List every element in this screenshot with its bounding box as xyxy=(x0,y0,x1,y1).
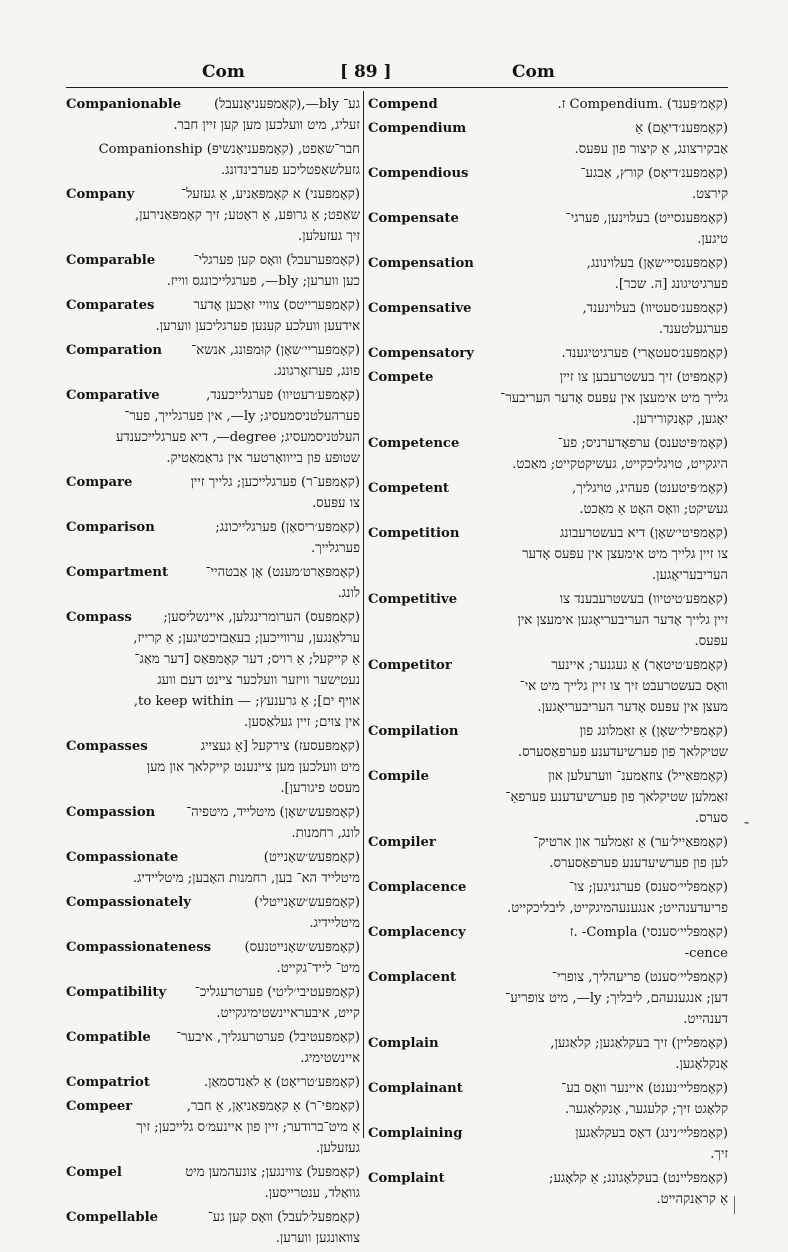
dictionary-entry xyxy=(66,295,360,337)
entry-headword: Compensative xyxy=(368,301,472,316)
entry-headword: Compile xyxy=(368,769,429,784)
entry-continuation-line: מיט וועלכען מען ציינענט קייקלאך און מען xyxy=(146,760,360,775)
entry-continuation-line: פערהעלטניסמעסיג; ly—, אין פערגלייך, פער־ xyxy=(124,409,360,424)
dictionary-entry xyxy=(66,1096,360,1159)
entry-continuation-line: פערגלייך. xyxy=(311,541,360,556)
entry-first-line xyxy=(66,184,360,205)
entry-first-line xyxy=(66,1162,360,1183)
dictionary-entry xyxy=(66,607,360,733)
entry-definition-start: (קאָמפּליי׳סענסי) Compla- .ז xyxy=(569,925,728,940)
entry-headword: Competence xyxy=(368,436,460,451)
dictionary-entry xyxy=(368,832,728,874)
entry-headword: Complaint xyxy=(368,1171,445,1186)
entry-continuation-line: עפּעס. xyxy=(694,634,728,649)
entry-continuation-line: זעליג, מיט וועלכען מען קען זיין חבר. xyxy=(173,118,360,133)
dictionary-entry xyxy=(368,208,728,250)
entry-continuation-line: טיגען. xyxy=(697,232,728,247)
right-column xyxy=(368,94,728,1213)
entry-definition-start: (קאָמפּילי׳שאָן) אַ זאַמלונג פון xyxy=(579,724,728,739)
margin-mark: - xyxy=(744,812,750,831)
entry-continuation-line: אַ קראַנקהייט. xyxy=(656,1192,728,1207)
dictionary-entry xyxy=(368,1033,728,1075)
entry-continuation-line: סערס. xyxy=(694,811,728,826)
entry-headword: Compatibility xyxy=(66,985,167,1000)
column-divider xyxy=(363,91,364,1138)
dictionary-entry xyxy=(66,1162,360,1204)
entry-continuation-line: נעטישער וויזער וועלכער ציינט דעם וועג xyxy=(157,673,360,688)
dictionary-entry xyxy=(66,94,360,136)
dictionary-entry xyxy=(368,478,728,520)
dictionary-entry xyxy=(368,1168,728,1210)
entry-definition-start: (קאָמפּע׳ריסאָן) פערגלייכונג; xyxy=(215,520,360,535)
entry-definition-start: (קאָמ׳פּיטענט) פעהיג, טויגליך, xyxy=(572,481,728,496)
entry-headword: Compassionateness xyxy=(66,940,212,955)
entry-headword: Compare xyxy=(66,475,133,490)
entry-definition-start: (קאָמפּעני) א קאָמפּאַניע, אַ געזעל־ xyxy=(181,187,360,202)
header-left-guideword: Com xyxy=(202,62,245,82)
dictionary-entry xyxy=(66,736,360,799)
dictionary-entry xyxy=(368,766,728,829)
entry-headword: Comparates xyxy=(66,298,155,313)
entry-definition-start: (קאָמפּעש׳שאָן) מיטלייד, מיטפיה־ xyxy=(186,805,360,820)
entry-headword: Compass xyxy=(66,610,132,625)
entry-continuation-line: מעסט פיגורען]. xyxy=(280,781,360,796)
entry-headword: Comparative xyxy=(66,388,160,403)
entry-first-line xyxy=(66,1096,360,1117)
entry-headword: Compassionately xyxy=(66,895,191,910)
entry-continuation-line: דען; אנגענעהם, ליבליך; ly—, מיט צופריע־ xyxy=(505,991,728,1006)
entry-definition-start: חבר־שאַפט, (קאָמפּעניאָנשיפּ) Companionship xyxy=(98,142,360,157)
dictionary-entry xyxy=(368,1123,728,1165)
entry-definition-start: (קאָמפּעש׳שאָנייטלי) xyxy=(254,895,360,910)
entry-first-line xyxy=(368,1123,728,1144)
entry-first-line xyxy=(368,298,728,319)
entry-continuation-line: אין צוים; זיין געלאַסען. xyxy=(243,715,360,730)
entry-definition-start: (קאָמפּענ׳דיאָם) אַ xyxy=(635,121,728,136)
entry-continuation-line: מיט־ לייד־גקייט. xyxy=(276,961,360,976)
entry-definition-start: (קאָמפּענ׳סעטיוו) בעלוינענד, xyxy=(582,301,728,316)
entry-headword: Compendium xyxy=(368,121,467,136)
dictionary-entry xyxy=(66,937,360,979)
entry-headword: Complacent xyxy=(368,970,457,985)
entry-first-line xyxy=(66,1072,360,1093)
entry-definition-start: (קאָמ׳פּיטענס) ערפאָדערניס; פע־ xyxy=(557,436,728,451)
dictionary-entry xyxy=(368,433,728,475)
dictionary-entry xyxy=(66,1027,360,1069)
entry-first-line xyxy=(66,250,360,271)
entry-continuation-line: אַ מיט־ברודער; זיין פון איינעמ׳ס גלייכען; זיך xyxy=(136,1120,360,1135)
entry-headword: Compel xyxy=(66,1165,122,1180)
header-right-guideword: Com xyxy=(512,62,555,82)
entry-continuation-line: גלייך מיט אימעצן אין עפּעס אָדער העריבער־ xyxy=(500,391,728,406)
entry-continuation-line: כען ווערען; bly—, פערגלייכונגס ווייז. xyxy=(166,274,360,289)
entry-definition-start: (קאָמפּליי׳סענס) פערגניגען; צו־ xyxy=(568,880,728,895)
entry-definition-start: (קאָמפּעל׳לעבל) וואָס קען גע־ xyxy=(207,1210,360,1225)
entry-headword: Compatriot xyxy=(66,1075,150,1090)
entry-definition-start: (קאָמפּאַייל׳ער) אַ זאַמלער און ארטיק־ xyxy=(533,835,728,850)
dictionary-entry xyxy=(368,118,728,160)
entry-first-line xyxy=(66,736,360,757)
entry-continuation-line: זיין גלייך אָדער העריבעריאָגען אימעצן אין xyxy=(517,613,728,628)
entry-first-line xyxy=(368,523,728,544)
entry-continuation-line: צוואונגען ווערען. xyxy=(275,1231,360,1246)
page-number: [ 89 ] xyxy=(340,62,392,82)
entry-continuation-line: אויף ים]; אַ גרענעץ; — to keep within, xyxy=(133,694,360,709)
entry-definition-start: (קאָמפּיטי׳שאָן) דיא בעשטרעבונג xyxy=(559,526,728,541)
entry-headword: Complain xyxy=(368,1036,439,1051)
entry-definition-start: (קאָמפּעריי׳שאָן) קוּמפּונג, אנשא־ xyxy=(191,343,360,358)
entry-first-line xyxy=(368,655,728,676)
entry-headword: Companionable xyxy=(66,97,182,112)
entry-headword: Compassion xyxy=(66,805,156,820)
entry-first-line xyxy=(368,967,728,988)
entry-first-line xyxy=(368,163,728,184)
entry-first-line xyxy=(66,517,360,538)
entry-definition-start: (קאָמפּליי׳נענט) איינער וואָס בע־ xyxy=(561,1081,728,1096)
entry-headword: Compiler xyxy=(368,835,436,850)
dictionary-entry xyxy=(66,1207,360,1249)
entry-first-line xyxy=(66,1027,360,1048)
dictionary-entry xyxy=(368,877,728,919)
entry-headword: Competent xyxy=(368,481,450,496)
dictionary-entry xyxy=(66,847,360,889)
entry-definition-start: (קאָמפּאַייל) צוזאַמענ־ ווערעלען און xyxy=(548,769,728,784)
dictionary-entry xyxy=(368,721,728,763)
dictionary-entry xyxy=(66,139,360,181)
dictionary-entry xyxy=(368,655,728,718)
entry-headword: Comparison xyxy=(66,520,155,535)
entry-headword: Compeer xyxy=(66,1099,133,1114)
entry-definition-start: (קאָמפּליין) זיך בעקלאַגען; קלאַגען, xyxy=(550,1036,728,1051)
entry-headword: Compensatory xyxy=(368,346,474,361)
dictionary-entry xyxy=(368,298,728,340)
entry-definition-start: (קאָמפּע־ר) פערגלייכען; גלייך זיין xyxy=(190,475,360,490)
dictionary-entry xyxy=(368,523,728,586)
entry-continuation-line: היגקייט, טויגליכקייט, געשיקטקייט; מאַכט. xyxy=(512,457,728,472)
entry-definition-start: גע־ bly—,(קאָמפּעניאָנעבל) xyxy=(214,97,360,112)
entry-headword: Compatible xyxy=(66,1030,151,1045)
entry-continuation-line: לען פון פערשיעדענע פערפאַסערס. xyxy=(549,856,728,871)
dictionary-entry xyxy=(368,367,728,430)
entry-first-line xyxy=(368,433,728,454)
entry-definition-start: (קאָמפּענ׳דיאָס) קורץ, אַבגע־ xyxy=(580,166,728,181)
entry-continuation-line: קלאָגט זיך; קלעגער, אָנקלאָגער. xyxy=(564,1102,728,1117)
entry-continuation-line: געזעלען. xyxy=(315,1141,360,1156)
entry-definition-start: (קאָמפּע׳טיטיוו) בעשטרעבענד צו xyxy=(559,592,728,607)
entry-first-line xyxy=(368,877,728,898)
entry-headword: Competitive xyxy=(368,592,458,607)
entry-first-line xyxy=(368,118,728,139)
entry-definition-start: (קאָמפּענ׳סעטאָרי) פערגיטיגענד. xyxy=(561,346,728,361)
entry-headword: Comparable xyxy=(66,253,156,268)
entry-first-line xyxy=(66,1207,360,1228)
dictionary-entry xyxy=(66,340,360,382)
entry-definition-start: (קאָמפּי־ר) אַ קאָמפּאַניאָן, אַ חבר, xyxy=(186,1099,360,1114)
entry-continuation-line: ערלאַנגען, ערווייכען; בעאַבזיכטיגען; אַ קרייז, xyxy=(133,631,360,646)
entry-continuation-line: מיטלייד הא־ בען, רחמנות האָבען; מיטליידיג. xyxy=(132,871,360,886)
entry-continuation-line: גוואַלד, ענטרייסען. xyxy=(264,1186,360,1201)
entry-headword: Compellable xyxy=(66,1210,159,1225)
dictionary-entry xyxy=(368,94,728,115)
dictionary-entry xyxy=(66,517,360,559)
entry-continuation-line: גזעלשאַפטליכע פערבינדונג. xyxy=(220,163,360,178)
entry-first-line xyxy=(66,847,360,868)
entry-headword: Complainant xyxy=(368,1081,463,1096)
entry-first-line xyxy=(368,1033,728,1054)
entry-first-line xyxy=(66,295,360,316)
dictionary-entry xyxy=(66,802,360,844)
entry-continuation-line: צו עפּעס. xyxy=(311,496,360,511)
entry-first-line xyxy=(66,472,360,493)
entry-continuation-line: לונג, רחמנות. xyxy=(291,826,360,841)
entry-definition-start: (קאָמפּעש׳שאָנייטנעס) xyxy=(244,940,360,955)
dictionary-entry xyxy=(66,385,360,469)
entry-first-line xyxy=(368,1168,728,1189)
entry-continuation-line: דענהייט. xyxy=(683,1012,728,1027)
entry-headword: Compendious xyxy=(368,166,469,181)
entry-first-line xyxy=(66,340,360,361)
entry-first-line xyxy=(368,94,728,115)
entry-definition-start: (קאָמפּערייטס) צוויי זאַכען אָדער xyxy=(193,298,360,313)
entry-continuation-line: העלטניסמעסיג; degree—, דיא פערגלייכענדע xyxy=(115,430,360,445)
entry-headword: Compensate xyxy=(368,211,459,226)
entry-first-line xyxy=(66,982,360,1003)
left-column xyxy=(66,94,360,1252)
entry-headword: Comparation xyxy=(66,343,162,358)
entry-continuation-line: קירצט. xyxy=(691,187,728,202)
entry-continuation-line: אַ קייקעל; אַ רויס; דער קאָמפּאַס [דער מאַג־ xyxy=(134,652,360,667)
entry-headword: Competitor xyxy=(368,658,452,673)
dictionary-entry xyxy=(368,253,728,295)
dictionary-entry xyxy=(66,892,360,934)
entry-definition-start: (קאָמפּיט) זיך בעשטרעבען צו זיין xyxy=(559,370,728,385)
entry-definition-start: (קאָמפּעסעז) צירקעל [אַ געצייג xyxy=(200,739,360,754)
dictionary-entry xyxy=(66,184,360,247)
dictionary-entry xyxy=(66,1072,360,1093)
entry-continuation-line: זיך. xyxy=(710,1147,728,1162)
entry-first-line xyxy=(368,367,728,388)
entry-headword: Compasses xyxy=(66,739,148,754)
entry-definition-start: (קאָמפּע׳טריאָט) אַ לאַנדסמאַן. xyxy=(203,1075,360,1090)
entry-headword: Compassionate xyxy=(66,850,179,865)
dictionary-entry xyxy=(66,250,360,292)
dictionary-entry xyxy=(66,562,360,604)
entry-continuation-line: יאָגען, קאָנקורירען. xyxy=(631,412,728,427)
entry-first-line xyxy=(368,832,728,853)
entry-continuation-line: וואָס בעשטרעבט זיך צו זיין גלייך מיט אי־ xyxy=(519,679,728,694)
dictionary-entry xyxy=(368,589,728,652)
dictionary-entry xyxy=(368,163,728,205)
entry-definition-start: (קאָמפּליי׳סענט) פריעהליך, צופרי־ xyxy=(551,970,728,985)
entry-first-line xyxy=(66,94,360,115)
entry-definition-start: (קאָמפּעש׳שאָנייט) xyxy=(263,850,360,865)
entry-headword: Compend xyxy=(368,97,438,112)
entry-first-line xyxy=(66,562,360,583)
entry-continuation-line: מיטליידיג. xyxy=(309,916,360,931)
entry-definition-start: (קאָמפּעטיבי׳ליטי) פערטרעגליכ־ xyxy=(194,985,360,1000)
entry-continuation-line: געשיקט; וואָס האָט אַ מאַכט. xyxy=(579,502,728,517)
header-rule xyxy=(66,87,728,88)
entry-definition-start: (קאָמפּעטיבל) פערטרעגליך, איבער־ xyxy=(176,1030,360,1045)
entry-definition-start: (קאָמפּע׳רעטיוו) פערגלייכענד, xyxy=(206,388,360,403)
dictionary-entry xyxy=(368,343,728,364)
dictionary-entry xyxy=(368,967,728,1030)
entry-continuation-line: אידעען וועלכע קענען פערגליכען ווערען. xyxy=(155,319,360,334)
entry-continuation-line: שאַפט; אַ גרופּע, אַ ראָטע; זיך קאָמפּאַנירען, xyxy=(134,208,360,223)
entry-headword: Compilation xyxy=(368,724,459,739)
entry-definition-start: (קאָמפּעס) הערומרינגלען, איינשליסען; xyxy=(163,610,360,625)
entry-first-line xyxy=(368,478,728,499)
entry-continuation-line: אָנקלאָגען. xyxy=(675,1057,728,1072)
entry-continuation-line: שטופע פון בייוואָרטער אין גראַמאַטיק. xyxy=(166,451,360,466)
entry-continuation-line: פערגעלטענד. xyxy=(658,322,728,337)
entry-first-line xyxy=(368,1078,728,1099)
entry-continuation-line: איינשטימיג. xyxy=(300,1051,360,1066)
dictionary-entry xyxy=(368,1078,728,1120)
entry-first-line xyxy=(368,922,728,943)
entry-definition-start: (קאָמפּאַרט׳מענט) אָן אַבטהיי־ xyxy=(205,565,360,580)
entry-first-line xyxy=(66,385,360,406)
entry-definition-start: (קאָמפּערעבל) וואָס קען פערגלי־ xyxy=(193,253,360,268)
entry-first-line xyxy=(368,343,728,364)
entry-headword: Competition xyxy=(368,526,460,541)
entry-headword: Complacence xyxy=(368,880,467,895)
entry-headword: Company xyxy=(66,187,135,202)
entry-definition-start: (קאָמ׳פּענד) .Compendium ז. xyxy=(557,97,728,112)
entry-headword: Compete xyxy=(368,370,434,385)
entry-headword: Compartment xyxy=(66,565,169,580)
entry-headword: Complacency xyxy=(368,925,466,940)
entry-first-line xyxy=(66,937,360,958)
entry-first-line xyxy=(368,766,728,787)
entry-definition-start: (קאָמפּענסייט) בעלוינען, פערגי־ xyxy=(565,211,728,226)
entry-first-line xyxy=(368,589,728,610)
entry-definition-start: (קאָמפּליינט) בעקלאָגונג; אַ קלאָגע; xyxy=(549,1171,728,1186)
entry-first-line xyxy=(368,253,728,274)
entry-continuation-line: פערגיטיגונג [ה. שכר]. xyxy=(614,277,728,292)
entry-definition-start: (קאָמפּליי׳נינג) דאָס בעקלאַגען xyxy=(575,1126,728,1141)
dictionary-entry xyxy=(66,982,360,1024)
dictionary-entry xyxy=(368,922,728,964)
entry-continuation-line: מעצן אין עפּעס אָדער העריבעריאָגען. xyxy=(537,700,728,715)
entry-first-line xyxy=(368,208,728,229)
entry-continuation-line: זאַמלען שטיקלאך פון פערשיעדענע פערפאַ־ xyxy=(505,790,728,805)
entry-definition-start: (קאָמפּע׳טיטאָר) אַ געגנער; איינער xyxy=(551,658,728,673)
entry-continuation-line: לונג. xyxy=(337,586,360,601)
entry-first-line xyxy=(66,892,360,913)
dictionary-entry xyxy=(66,472,360,514)
entry-definition-start: (קאָמפּעל) צווינגען; צונעהמען מיט xyxy=(185,1165,360,1180)
entry-continuation-line: -cence xyxy=(684,946,728,961)
entry-continuation-line: זיך געזעלען. xyxy=(298,229,360,244)
entry-headword: Compensation xyxy=(368,256,474,271)
entry-first-line xyxy=(66,802,360,823)
entry-first-line xyxy=(66,139,360,160)
entry-headword: Complaining xyxy=(368,1126,463,1141)
entry-continuation-line: שטיקלאך פון פערשיעדענע פערפאַסערס. xyxy=(517,745,728,760)
entry-continuation-line: קייט, איבעראיינשטימיגקייט. xyxy=(216,1006,360,1021)
entry-first-line xyxy=(368,721,728,742)
scan-mark xyxy=(734,1196,736,1214)
entry-continuation-line: פונג, פערזאָרגונג. xyxy=(273,364,360,379)
entry-definition-start: (קאָמפּענסיי׳שאָן) בעלוינונג, xyxy=(586,256,728,271)
entry-continuation-line: פריעדענהייט; אנגענעהמיגקייט, ליבליכקייט. xyxy=(507,901,728,916)
entry-continuation-line: אַבקירצונג, אַ קיצור פון עפּעס. xyxy=(574,142,728,157)
entry-first-line xyxy=(66,607,360,628)
entry-continuation-line: צו זיין גלייך מיט אימעצן אין עפּעס אָדער xyxy=(522,547,728,562)
entry-continuation-line: העריבעריאָגען. xyxy=(651,568,728,583)
